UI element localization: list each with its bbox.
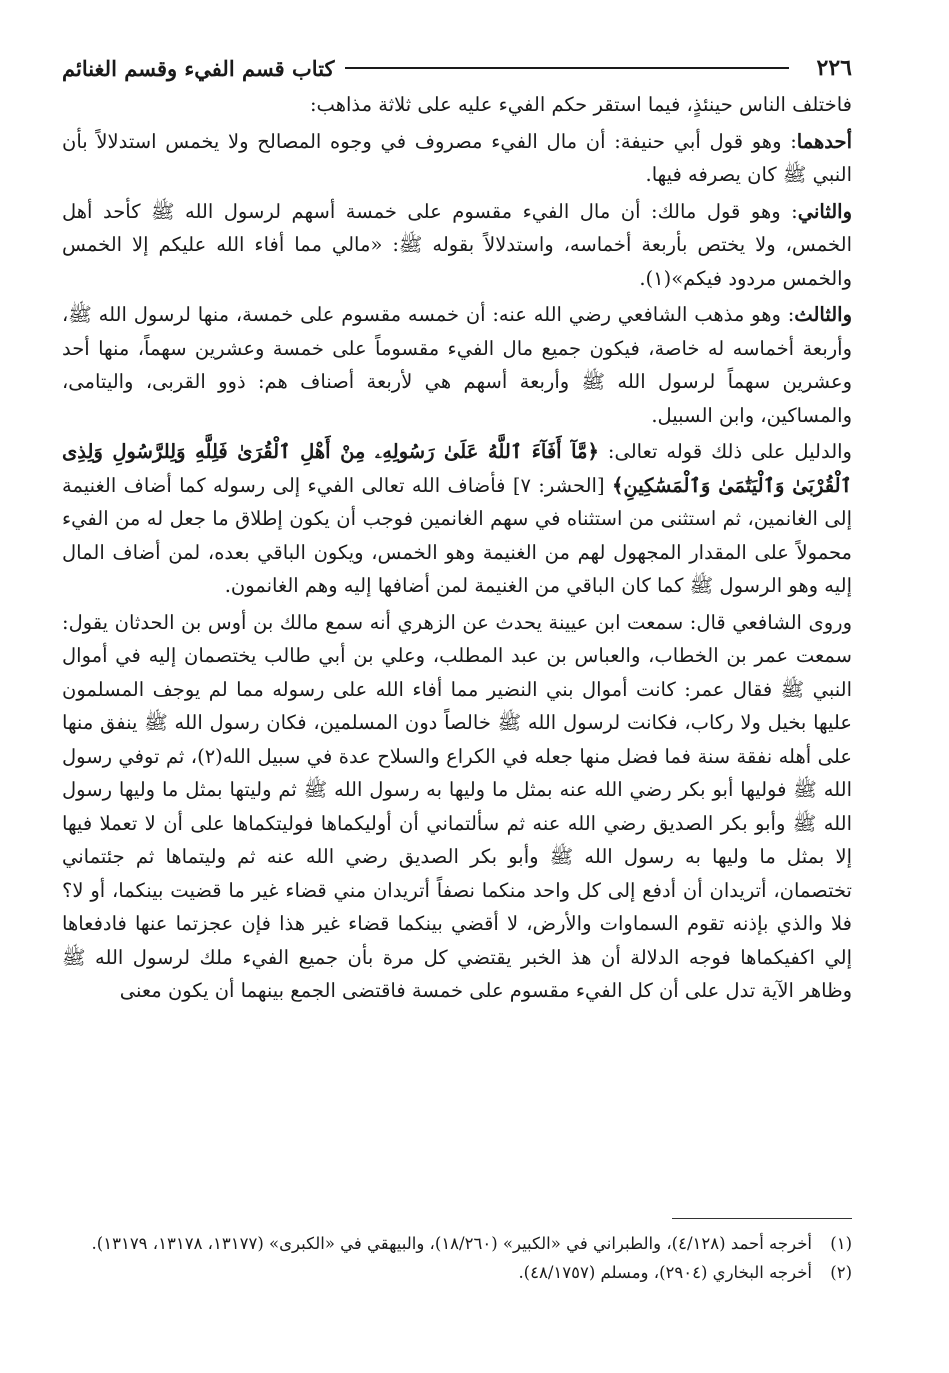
paragraph-second-opinion <box>62 195 852 296</box>
third-opinion-label: والثالث <box>794 303 852 326</box>
paragraph-narration: وروى الشافعي قال: سمعت ابن عيينة يحدث عن الزهري أنه سمع مالك بن أوس بن الحدثان يقول: سمعت عمر بن الخطاب، والعباس بن عبد المطلب، وعلي بن أبي طالب يختصمان إليه في أموال النبي ﷺ فقال عمر: كانت أموال بني النضير مما أفاء الله على رسوله مما لم يوجف المسلمون عليها بخيل ولا ركاب، فكانت لرسول الله ﷺ خالصاً دون المسلمين، فكان رسول الله ﷺ ينفق منها على أهله نفقة سنة فما فضل منها جعله في الكراع والسلاح عدة في سبيل الله(٢)، ثم توفي رسول الله ﷺ فوليها أبو بكر رضي الله عنه بمثل ما وليها به رسول الله ﷺ ثم وليتها بمثل ما وليها رسول الله ﷺ وأبو بكر الصديق رضي الله عنه ثم سألتماني أن أوليكماها فوليتكماها على أن لا تعملا فيها إلا بمثل ما وليها به رسول الله ﷺ وأبو بكر الصديق رضي الله عنه ثم وليتماها ثم جئتماني تختصمان، أتريدان أن أدفع إلى كل واحد منكما نصفاً أتريدان مني قضاء غير ما قضيت بينكما، أو لا؟ فلا والذي بإذنه تقوم السماوات والأرض، لا أقضي بينكما قضاء غير هذا فإن عجزتما عنها فادفعاها إلي اكفيكماها فوجه الدلالة أن هذ الخبر يقتضي كل مرة بأن جميع الفيء ملك لرسول الله ﷺ وظاهر الآية تدل على أن كل الفيء مقسوم على خمسة فاقتضى الجمع بينهما أن يكون معنى <box>62 610 852 1002</box>
footnotes <box>62 1230 852 1288</box>
paragraph-evidence <box>62 435 852 603</box>
footnote-number: (١) <box>830 1234 852 1253</box>
footnote-separator <box>672 1218 852 1219</box>
evidence-text: [الحشر: ٧] فأضاف الله تعالى الفيء إلى رسوله كما أضاف الغنيمة إلى الغانمين، ثم استثنى من استثناه في سهم الغانمين فوجب أن يكون إطلاق ما جعل له من الفيء محمولاً على المقدار المجهول لهم من الغنيمة وهو الخمس، ويكون الباقي بعده، لمن أضاف المال إليه وهو الرسول ﷺ كما كان الباقي من الغنيمة لمن أضافها إليه وهم الغانمون. <box>62 473 852 597</box>
footnote-text: أخرجه أحمد (٤/١٢٨)، والطبراني في «الكبير» (١٨/٢٦٠)، والبيهقي في «الكبرى» (١٣١٧٧، ١٣١٧٨، ١٣١٧٩). <box>91 1234 812 1253</box>
quran-verse: ﴿مَّآ أَفَآءَ ٱللَّهُ عَلَىٰ رَسُولِهِۦ مِنْ أَهْلِ ٱلْقُرَىٰ فَلِلَّهِ وَلِلرَّسُولِ وَلِذِى ٱلْقُرْبَىٰ وَٱلْيَتَٰمَىٰ وَٱلْمَسَٰكِينِ﴾ <box>62 440 852 497</box>
footnote <box>62 1230 852 1257</box>
main-text <box>62 88 852 1011</box>
second-opinion-text: : وهو قول مالك: أن مال الفيء مقسوم على خمسة أسهم لرسول الله ﷺ كأحد أهل الخمس، ولا يختص بأربعة أخماسه، واستدلالاً بقوله ﷺ: «مالي مما أفاء الله عليكم إلا الخمس والخمس مردود فيكم»(١). <box>62 199 852 290</box>
evidence-intro: والدليل على ذلك قوله تعالى: <box>598 440 852 463</box>
paragraph-third-opinion <box>62 298 852 432</box>
running-title: كتاب قسم الفيء وقسم الغنائم <box>62 55 335 81</box>
first-opinion-label: أحدهما <box>796 129 852 153</box>
paragraph-first-opinion <box>62 125 852 192</box>
header-rule <box>345 67 789 69</box>
third-opinion-text: : وهو مذهب الشافعي رضي الله عنه: أن خمسه مقسوم على خمسة، منها لرسول الله ﷺ، وأربعة أخماسه له خاصة، فيكون جميع مال الفيء مقسوماً على خمسة وعشرين سهماً، منها أحد وعشرين سهماً لرسول الله ﷺ وأربعة أسهم هي لأربعة أصناف هم: ذوو القربى، واليتامى، والمساكين، وابن السبيل. <box>62 303 852 427</box>
footnote <box>62 1259 852 1286</box>
footnote-text: أخرجه البخاري (٢٩٠٤)، ومسلم (٤٨/١٧٥٧). <box>518 1263 812 1282</box>
book-page <box>62 40 852 1340</box>
second-opinion-label: والثاني <box>797 199 852 223</box>
first-opinion-text: : وهو قول أبي حنيفة: أن مال الفيء مصروف في وجوه المصالح ولا يخمس استدلالاً بأن النبي ﷺ كان يصرفه فيها. <box>62 129 852 186</box>
footnote-number: (٢) <box>830 1263 852 1282</box>
paragraph-intro: فاختلف الناس حينئذٍ، فيما استقر حكم الفيء عليه على ثلاثة مذاهب: <box>309 93 852 116</box>
page-header <box>62 50 852 86</box>
page-number: ٢٢٦ <box>816 55 852 81</box>
